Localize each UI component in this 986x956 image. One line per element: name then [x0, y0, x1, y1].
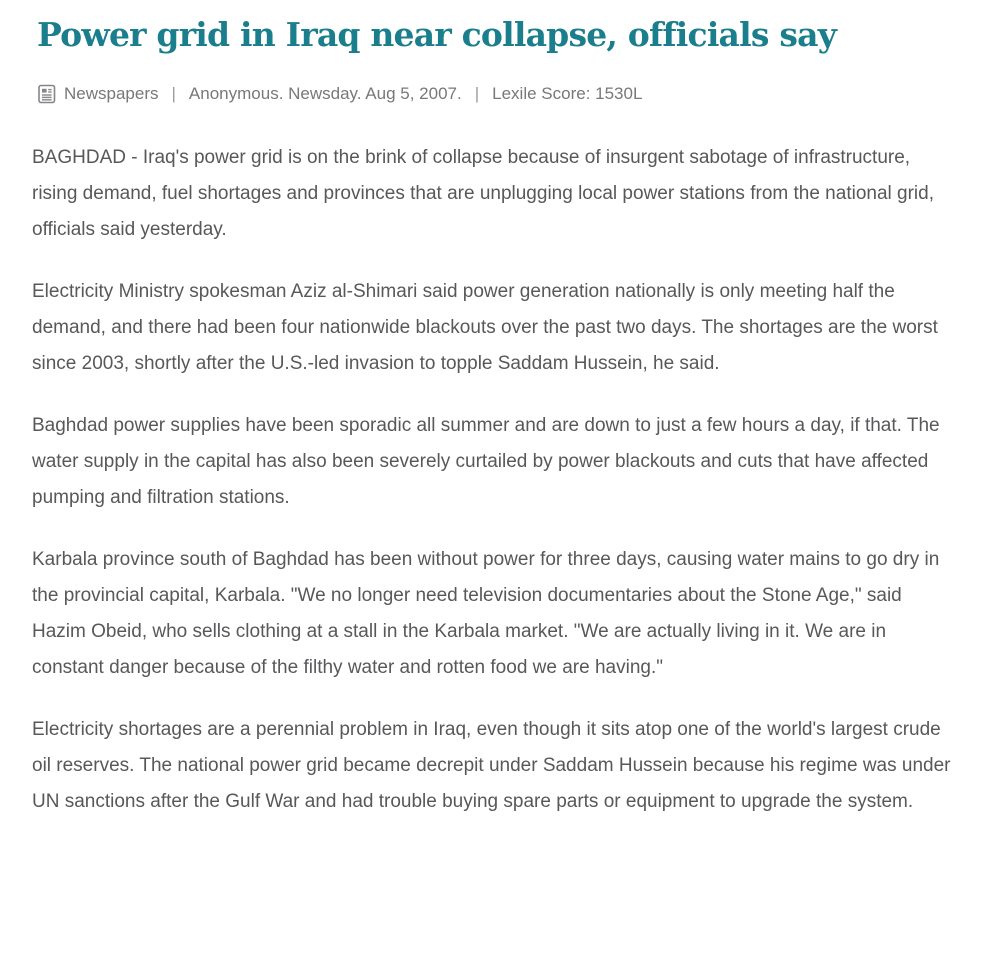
- article-paragraph: BAGHDAD - Iraq's power grid is on the brink of collapse because of insurgent sabotage of infrastructure, rising demand, fuel shortages and provinces that are unplugging local power stations from the national grid, officials said yesterday.: [32, 147, 934, 240]
- meta-separator: |: [474, 84, 480, 103]
- article-paragraph: Electricity Ministry spokesman Aziz al-Shimari said power generation nationally is only meeting half the demand, and there had been four nationwide blackouts over the past two days. The shortages are the worst since 2003, shortly after the U.S.-led invasion to topple Saddam Hussein, he said.: [32, 281, 938, 374]
- byline: Anonymous. Newsday. Aug 5, 2007.: [188, 84, 462, 103]
- article-paragraph: Electricity shortages are a perennial problem in Iraq, even though it sits atop one of the world's largest crude oil reserves. The national power grid became decrepit under Saddam Hussein because his regime was under UN sanctions after the Gulf War and had trouble buying spare parts or equipment to upgrade the system.: [32, 719, 951, 812]
- meta-separator: |: [171, 84, 176, 103]
- category-label: Newspapers: [64, 84, 159, 103]
- lexile-score: Lexile Score: 1530L: [492, 84, 643, 103]
- article-paragraph: Karbala province south of Baghdad has been without power for three days, causing water mains to go dry in the provincial capital, Karbala. "We no longer need television documentaries about the Stone Age," said Hazim Obeid, who sells clothing at a stall in the Karbala market. "We are actually living in it. We are in constant danger because of the filthy water and rotten food we are having.": [32, 549, 940, 678]
- article-title: Power grid in Iraq near collapse, officials say: [37, 15, 837, 54]
- article-meta-bar: [38, 82, 956, 106]
- article-body: [32, 140, 956, 820]
- newspaper-icon: [38, 84, 56, 104]
- article-paragraph: Baghdad power supplies have been sporadic all summer and are down to just a few hours a day, if that. The water supply in the capital has also been severely curtailed by power blackouts and cuts that have affected pumping and filtration stations.: [32, 415, 940, 508]
